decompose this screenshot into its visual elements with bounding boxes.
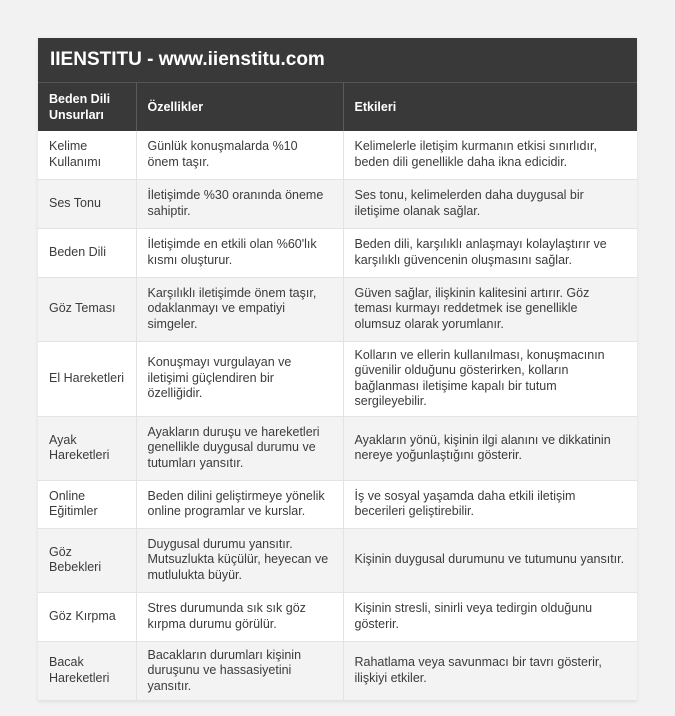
cell-ozellik: Duygusal durumu yansıtır. Mutsuzlukta küçülür, heyecan ve mutlulukta büyür. [136, 528, 343, 592]
cell-ozellik: Karşılıklı iletişimde önem taşır, odaklanmayı ve empatiyi simgeler. [136, 277, 343, 341]
cell-etki: Kelimelerle iletişim kurmanın etkisi sınırlıdır, beden dili genellikle daha ikna edicidir. [343, 131, 637, 179]
cell-etki: İş ve sosyal yaşamda daha etkili iletişim becerileri geliştirebilir. [343, 480, 637, 528]
cell-unsur: Online Eğitimler [38, 480, 136, 528]
table-title: IIENSTITU - www.iienstitu.com [38, 38, 637, 83]
header-ozellik: Özellikler [136, 83, 343, 131]
header-etki: Etkileri [343, 83, 637, 131]
cell-unsur: Ayak Hareketleri [38, 416, 136, 480]
table-row [38, 277, 637, 341]
table-row [38, 641, 637, 701]
table-card [38, 38, 637, 701]
cell-unsur: El Hareketleri [38, 341, 136, 416]
cell-ozellik: Ayakların duruşu ve hareketleri genellikle duygusal durumu ve tutumları yansıtır. [136, 416, 343, 480]
cell-unsur: Göz Kırpma [38, 592, 136, 641]
table-row [38, 480, 637, 528]
cell-etki: Ses tonu, kelimelerden daha duygusal bir iletişime olanak sağlar. [343, 179, 637, 228]
cell-unsur: Beden Dili [38, 228, 136, 277]
table-row [38, 416, 637, 480]
table-row [38, 179, 637, 228]
cell-etki: Kişinin duygusal durumunu ve tutumunu yansıtır. [343, 528, 637, 592]
cell-etki: Rahatlama veya savunmacı bir tavrı gösterir, ilişkiyi etkiler. [343, 641, 637, 701]
table-row [38, 131, 637, 179]
cell-ozellik: İletişimde en etkili olan %60'lık kısmı oluşturur. [136, 228, 343, 277]
cell-etki: Ayakların yönü, kişinin ilgi alanını ve dikkatinin nereye yoğunlaştığını gösterir. [343, 416, 637, 480]
cell-ozellik: Beden dilini geliştirmeye yönelik online programlar ve kurslar. [136, 480, 343, 528]
cell-etki: Güven sağlar, ilişkinin kalitesini artırır. Göz teması kurmayı reddetmek ise genellikle olumsuz olarak yorumlanır. [343, 277, 637, 341]
body-language-table [38, 83, 637, 701]
cell-etki: Kişinin stresli, sinirli veya tedirgin olduğunu gösterir. [343, 592, 637, 641]
cell-ozellik: İletişimde %30 oranında öneme sahiptir. [136, 179, 343, 228]
header-row [38, 83, 637, 131]
table-row [38, 228, 637, 277]
cell-unsur: Ses Tonu [38, 179, 136, 228]
cell-ozellik: Stres durumunda sık sık göz kırpma durumu görülür. [136, 592, 343, 641]
cell-unsur: Göz Bebekleri [38, 528, 136, 592]
cell-unsur: Göz Teması [38, 277, 136, 341]
cell-unsur: Kelime Kullanımı [38, 131, 136, 179]
cell-etki: Kolların ve ellerin kullanılması, konuşmacının güvenilir olduğunu gösterirken, kolların bağlanması iletişime kapalı bir tutum sergileyebilir. [343, 341, 637, 416]
cell-etki: Beden dili, karşılıklı anlaşmayı kolaylaştırır ve karşılıklı güvencenin oluşmasını sağlar. [343, 228, 637, 277]
table-row [38, 528, 637, 592]
table-row [38, 592, 637, 641]
cell-unsur: Bacak Hareketleri [38, 641, 136, 701]
cell-ozellik: Bacakların durumları kişinin duruşunu ve hassasiyetini yansıtır. [136, 641, 343, 701]
cell-ozellik: Günlük konuşmalarda %10 önem taşır. [136, 131, 343, 179]
cell-ozellik: Konuşmayı vurgulayan ve iletişimi güçlendiren bir özelliğidir. [136, 341, 343, 416]
header-unsur: Beden Dili Unsurları [38, 83, 136, 131]
table-row [38, 341, 637, 416]
